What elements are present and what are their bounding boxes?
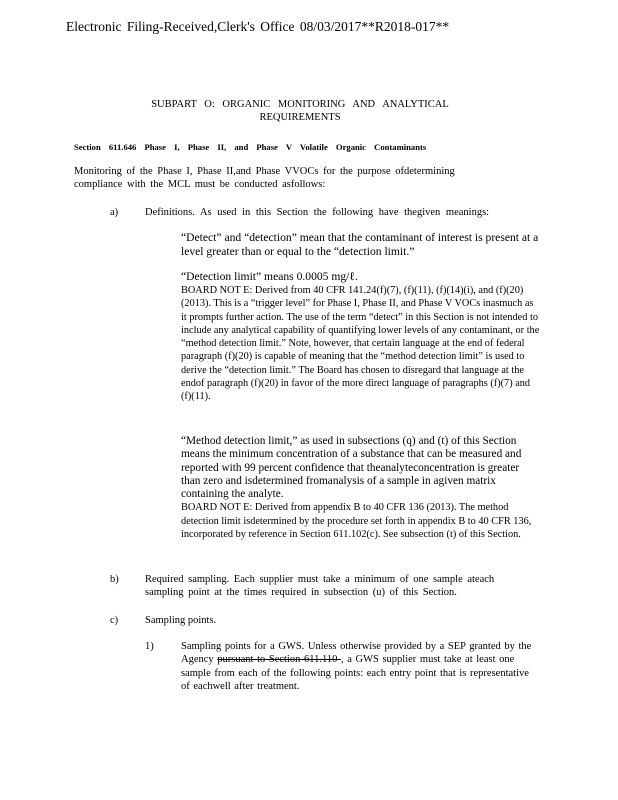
filing-header: Electronic Filing-Received,Clerk's Office 08/03/2017**R2018-017** (66, 19, 450, 34)
subpart-title-line2: REQUIREMENTS (259, 112, 341, 123)
item-b-marker: b) (110, 574, 119, 585)
struck-citation: pursuant to Section 611.110 (217, 654, 341, 666)
item-c-marker: c) (110, 615, 119, 626)
gws-text-after: , a GWS supplier must take at least one sample from each of the following points: each entry point that is representative of eachwell after treatment. (181, 654, 529, 693)
required-sampling-paragraph: Required sampling. Each supplier must take a minimum of one sample ateach sampling point at the times required in subsection (u) of this Section. (145, 574, 495, 599)
item-c1-marker: 1) (145, 641, 154, 652)
method-detection-limit-definition: “Method detection limit,” as used in subsections (q) and (t) of this Section means the minimum concentration of a substance that can be measured and reported with 99 percent confidence that theanalyteconcentration is greater than zero and isdetermined fromanalysis of a sample in agiven matrix containing the analyte. (181, 435, 522, 501)
intro-paragraph: Monitoring of the Phase I, Phase II,and Phase VVOCs for the purpose ofdetermining compliance with the MCL must be conducted asfollows: (74, 166, 455, 191)
section-title: Section 611.646 Phase I, Phase II, and Phase V Volatile Organic Contaminants (74, 142, 427, 152)
board-note-method-detection: BOARD NOT E: Derived from appendix B to 40 CFR 136 (2013). The method detection limit isdetermined by the procedure set forth in appendix B to 40 CFR 136, incorporated by reference in Section 611.102(c). See subsection (t) of this Section. (181, 502, 532, 541)
definitions-heading: Definitions. As used in this Section the following have thegiven meanings: (145, 207, 490, 218)
detection-limit-block (181, 270, 541, 404)
item-a-marker: a) (110, 207, 119, 218)
detect-definition-block (181, 231, 541, 259)
detect-definition: “Detect” and “detection” mean that the contaminant of interest is present at a level greater than or equal to the “detection limit.” (181, 231, 539, 258)
method-detection-limit-block (181, 435, 541, 541)
board-note-detection-limit: BOARD NOT E: Derived from 40 CFR 141.24(f)(7), (f)(11), (f)(14)(i), and (f)(20) (2013). This is a “trigger level” for Phase I, Phase II, and Phase V VOCs inasmuch as it prompts further action. The use of the term “detect” in this Section is not intended to include any analytical capability of quantifying lower levels of any contaminant, or the “method detection limit.” Note, however, that certain language at the end of federal paragraph (f)(20) is capable of meaning that the “method detection limit” is used to derive the “detection limit.” The Board has chosen to disregard that language at the endof paragraph (f)(20) in favor of the more direct language of paragraphs (f)(7) and (f)(11). (181, 285, 540, 403)
subpart-title-line1: SUBPART O: ORGANIC MONITORING AND ANALYTICAL (151, 99, 449, 110)
gws-text-before: Sampling points for a GWS. Unless otherwise provided by a SEP granted by the Agency (181, 641, 532, 666)
sampling-points-heading: Sampling points. (145, 615, 217, 626)
detection-limit-definition: “Detection limit” means 0.0005 mg/ℓ. (181, 270, 358, 283)
gws-sampling-points-paragraph (181, 640, 533, 694)
subpart-heading (130, 98, 470, 124)
